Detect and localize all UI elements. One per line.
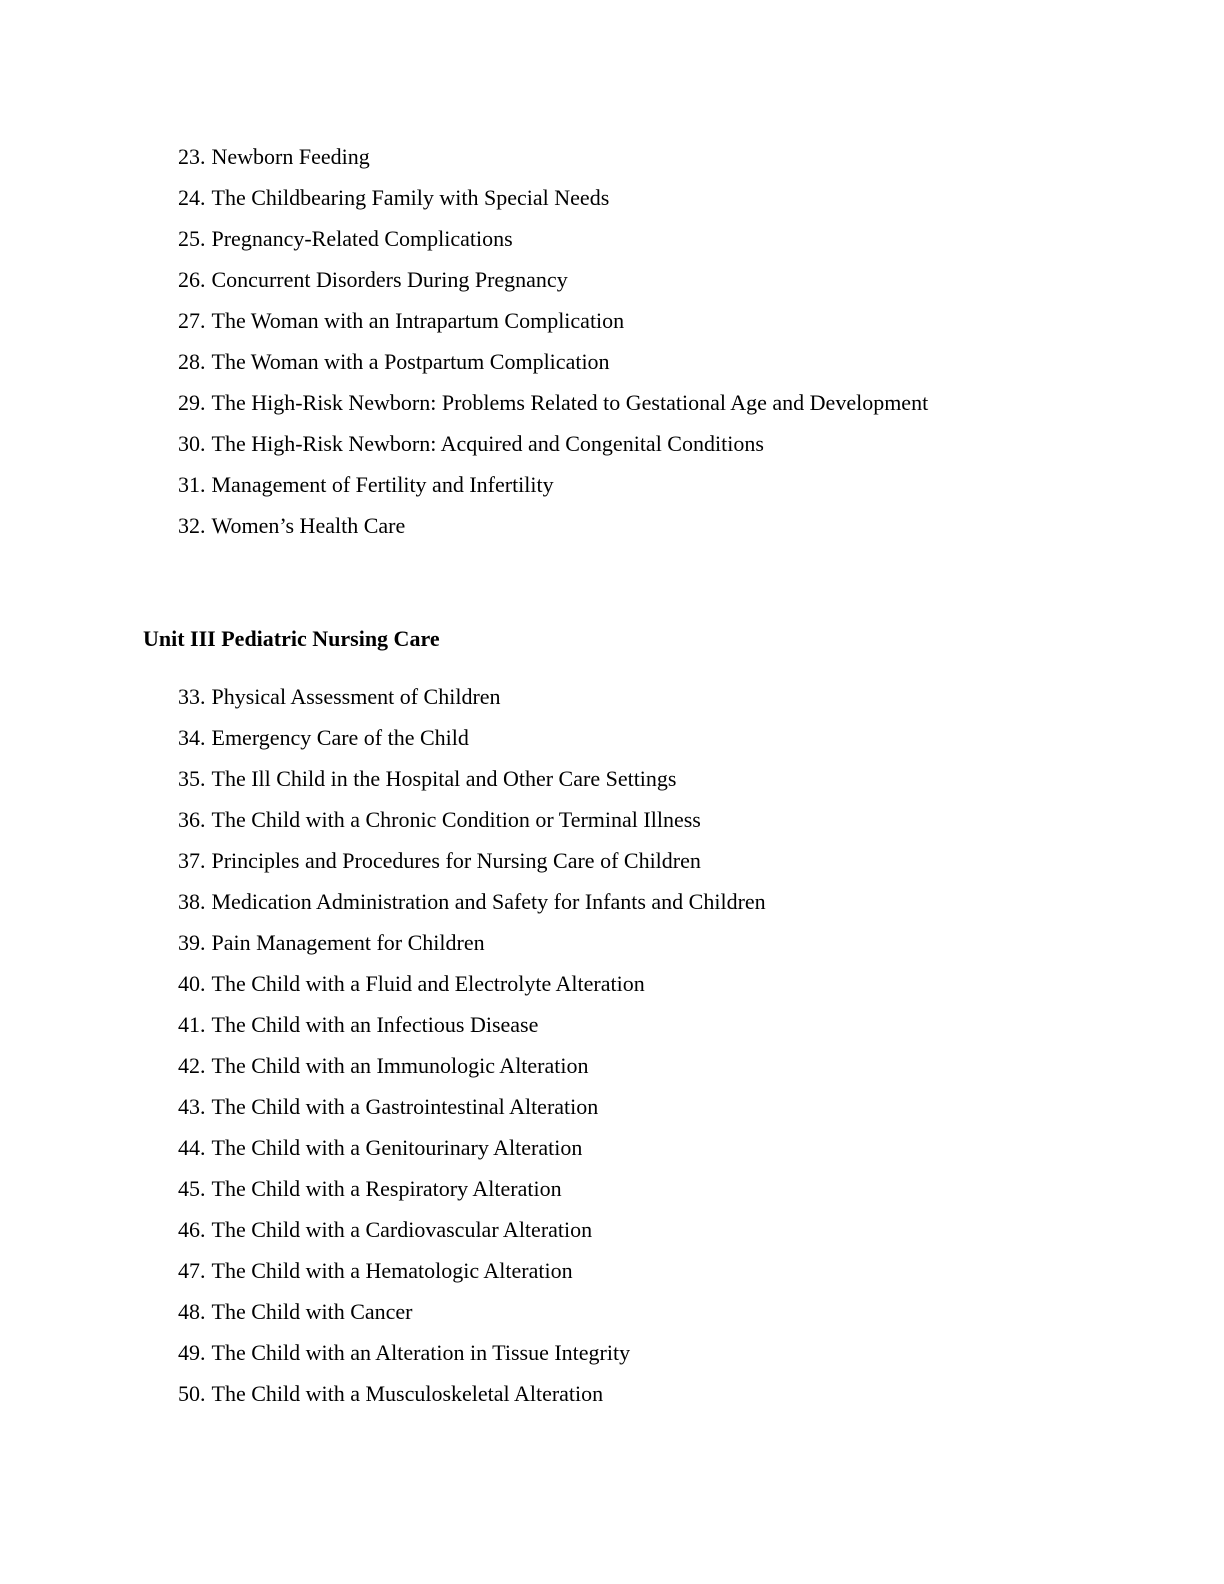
- list-item: [178, 967, 766, 1008]
- item-number: 31.: [178, 472, 206, 497]
- item-number: 29.: [178, 390, 206, 415]
- list-item: [178, 1295, 766, 1336]
- item-title: The Child with a Musculoskeletal Alteration: [211, 1381, 604, 1406]
- item-number: 37.: [178, 848, 206, 873]
- item-title: The Woman with a Postpartum Complication: [211, 349, 610, 374]
- chapter-list-unit2-continued: [178, 140, 928, 550]
- item-title: Management of Fertility and Infertility: [211, 472, 554, 497]
- list-item: [178, 721, 766, 762]
- item-number: 23.: [178, 144, 206, 169]
- list-item: [178, 762, 766, 803]
- item-title: The Child with a Hematologic Alteration: [211, 1258, 573, 1283]
- item-title: The Woman with an Intrapartum Complication: [211, 308, 625, 333]
- list-item: [178, 263, 928, 304]
- list-item: [178, 926, 766, 967]
- item-title: Pain Management for Children: [211, 930, 485, 955]
- item-number: 46.: [178, 1217, 206, 1242]
- list-item: [178, 386, 928, 427]
- item-title: The High-Risk Newborn: Acquired and Congenital Conditions: [211, 431, 764, 456]
- list-item: [178, 1090, 766, 1131]
- item-title: Newborn Feeding: [211, 144, 370, 169]
- list-item: [178, 1172, 766, 1213]
- list-item: [178, 803, 766, 844]
- item-number: 26.: [178, 267, 206, 292]
- item-title: Concurrent Disorders During Pregnancy: [211, 267, 568, 292]
- list-item: [178, 140, 928, 181]
- item-title: Medication Administration and Safety for Infants and Children: [211, 889, 766, 914]
- list-item: [178, 1131, 766, 1172]
- list-item: [178, 427, 928, 468]
- list-item: [178, 181, 928, 222]
- item-number: 24.: [178, 185, 206, 210]
- item-number: 41.: [178, 1012, 206, 1037]
- item-title: Emergency Care of the Child: [211, 725, 469, 750]
- item-title: The Child with a Chronic Condition or Terminal Illness: [211, 807, 701, 832]
- item-title: The Child with Cancer: [211, 1299, 413, 1324]
- item-title: The Child with an Alteration in Tissue Integrity: [211, 1340, 631, 1365]
- list-item: [178, 1213, 766, 1254]
- item-number: 33.: [178, 684, 206, 709]
- item-title: Physical Assessment of Children: [211, 684, 501, 709]
- list-item: [178, 1008, 766, 1049]
- item-number: 35.: [178, 766, 206, 791]
- chapter-list-unit3: [178, 680, 766, 1418]
- item-title: The Child with a Gastrointestinal Alteration: [211, 1094, 599, 1119]
- item-title: The Child with an Infectious Disease: [211, 1012, 539, 1037]
- item-number: 45.: [178, 1176, 206, 1201]
- unit-heading: Unit III Pediatric Nursing Care: [143, 626, 440, 651]
- list-item: [178, 1336, 766, 1377]
- item-number: 39.: [178, 930, 206, 955]
- item-title: Women’s Health Care: [211, 513, 406, 538]
- list-item: [178, 345, 928, 386]
- list-item: [178, 680, 766, 721]
- item-number: 40.: [178, 971, 206, 996]
- item-title: The Child with an Immunologic Alteration: [211, 1053, 589, 1078]
- item-title: The High-Risk Newborn: Problems Related to Gestational Age and Development: [211, 390, 929, 415]
- item-title: The Child with a Respiratory Alteration: [211, 1176, 562, 1201]
- item-number: 30.: [178, 431, 206, 456]
- list-item: [178, 1254, 766, 1295]
- item-number: 34.: [178, 725, 206, 750]
- item-title: The Child with a Fluid and Electrolyte Alteration: [211, 971, 645, 996]
- item-number: 44.: [178, 1135, 206, 1160]
- item-number: 25.: [178, 226, 206, 251]
- item-number: 38.: [178, 889, 206, 914]
- list-item: [178, 885, 766, 926]
- item-title: Pregnancy-Related Complications: [211, 226, 513, 251]
- item-title: The Child with a Cardiovascular Alteration: [211, 1217, 593, 1242]
- list-item: [178, 1049, 766, 1090]
- item-number: 49.: [178, 1340, 206, 1365]
- item-title: The Childbearing Family with Special Needs: [211, 185, 610, 210]
- list-item: [178, 844, 766, 885]
- item-number: 50.: [178, 1381, 206, 1406]
- item-number: 48.: [178, 1299, 206, 1324]
- item-number: 43.: [178, 1094, 206, 1119]
- list-item: [178, 468, 928, 509]
- item-title: The Ill Child in the Hospital and Other Care Settings: [211, 766, 677, 791]
- list-item: [178, 222, 928, 263]
- list-item: [178, 1377, 766, 1418]
- item-number: 47.: [178, 1258, 206, 1283]
- item-number: 32.: [178, 513, 206, 538]
- item-title: The Child with a Genitourinary Alteration: [211, 1135, 583, 1160]
- item-number: 42.: [178, 1053, 206, 1078]
- item-title: Principles and Procedures for Nursing Care of Children: [211, 848, 701, 873]
- item-number: 36.: [178, 807, 206, 832]
- item-number: 27.: [178, 308, 206, 333]
- item-number: 28.: [178, 349, 206, 374]
- list-item: [178, 509, 928, 550]
- list-item: [178, 304, 928, 345]
